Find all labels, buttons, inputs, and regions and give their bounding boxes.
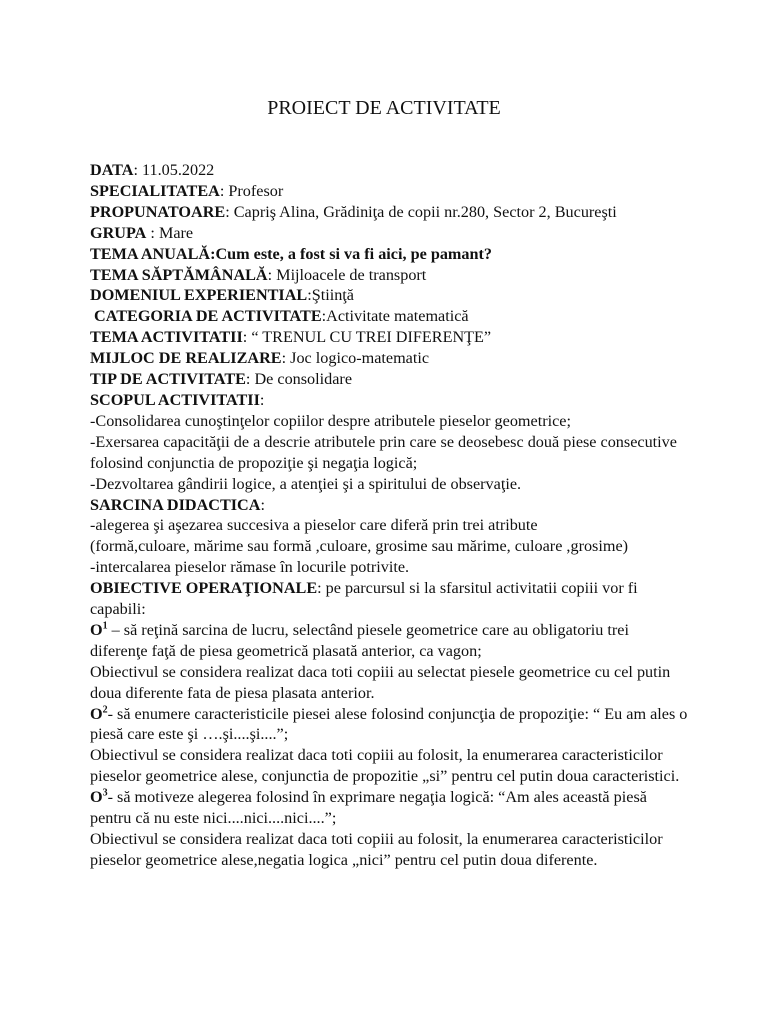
objective-number: 3 xyxy=(102,787,108,799)
field-mijloc xyxy=(90,348,690,369)
field-categoria xyxy=(90,306,690,327)
list-item: -Exersarea capacităţii de a descrie atributele prin care se deosebesc două piese consecutive folosind conjunctia de propoziţie şi negaţia logică; xyxy=(90,432,677,472)
objective-prefix: O xyxy=(90,788,103,807)
objective-criterion: Obiectivul se considera realizat daca toti copiii au selectat piesele geometrice cu cel putin doua diferente fata de piesa plasata anterior. xyxy=(90,662,671,702)
section-colon: : xyxy=(259,390,265,409)
objective-item xyxy=(90,620,690,662)
field-value: :Activitate matematică xyxy=(321,307,469,326)
field-value: :Ştiinţă xyxy=(307,286,354,305)
field-value: : Profesor xyxy=(219,181,284,200)
field-label: SPECIALITATEA xyxy=(90,181,220,200)
field-label: TEMA ACTIVITATII xyxy=(90,328,243,347)
field-propunatoare xyxy=(90,202,690,223)
field-specialitatea xyxy=(90,181,690,202)
objective-item xyxy=(90,704,690,746)
objective-number: 1 xyxy=(102,620,108,632)
section-label: SCOPUL ACTIVITATII xyxy=(90,390,260,409)
section-colon: : xyxy=(260,495,265,514)
field-label: DATA xyxy=(90,161,134,179)
list-item: -alegerea şi aşezarea succesiva a pieselor care diferă prin trei atribute xyxy=(90,516,538,535)
field-value: : “ TRENUL CU TREI DIFERENŢE” xyxy=(242,328,492,347)
field-value: : Joc logico-matematic xyxy=(281,349,430,368)
field-grupa xyxy=(90,223,690,244)
field-tema-saptamanala xyxy=(90,265,690,286)
objective-text: - să enumere caracteristicile piesei alese folosind conjuncţia de propoziţie: “ Eu am ales o piesă care este şi ….şi....şi....”; xyxy=(90,704,688,744)
field-tip xyxy=(90,369,690,390)
objective-criterion: Obiectivul se considera realizat daca toti copiii au folosit, la enumerarea caracteristicilor pieselor geometrice alese,negatia logica „nici” pentru cel putin doua diferente. xyxy=(90,830,663,869)
field-data xyxy=(90,160,690,181)
section-label: OBIECTIVE OPERAŢIONALE xyxy=(90,579,318,598)
field-label: TEMA ANUALĂ:Cum este, a fost si va fi aici, pe pamant? xyxy=(90,244,492,263)
objective-number: 2 xyxy=(102,704,108,716)
field-label: PROPUNATOARE xyxy=(90,202,226,221)
field-tema-anuala xyxy=(90,244,690,265)
list-item: -intercalarea pieselor rămase în locurile potrivite. xyxy=(90,558,410,577)
objective-criterion: Obiectivul se considera realizat daca toti copiii au folosit, la enumerarea caracteristicilor pieselor geometrice alese, conjunctia de propozitie „si” pentru cel putin doua caracteristici. xyxy=(90,746,680,786)
field-value: : Mare xyxy=(146,223,194,242)
section-obiective-heading xyxy=(90,578,690,620)
field-label: CATEGORIA DE ACTIVITATE xyxy=(94,307,322,326)
document-body xyxy=(90,160,690,871)
field-domeniul xyxy=(90,285,690,306)
field-label: TEMA SĂPTĂMÂNALĂ xyxy=(90,265,268,284)
field-tema-activitatii xyxy=(90,327,690,348)
objective-item xyxy=(90,787,690,829)
field-label: MIJLOC DE REALIZARE xyxy=(90,349,282,368)
section-sarcina-heading xyxy=(90,495,690,516)
list-item: -Dezvoltarea gândirii logice, a atenţiei şi a spiritului de observaţie. xyxy=(90,474,522,493)
objective-text: – să reţină sarcina de lucru, selectând piesele geometrice care au obligatoriu trei diferenţe faţă de piesa geometrică plasată anterior, ca vagon; xyxy=(90,620,629,660)
list-item: -Consolidarea cunoştinţelor copiilor despre atributele pieselor geometrice; xyxy=(90,411,571,430)
section-scopul-heading xyxy=(90,390,690,411)
section-intro: : pe parcursul si la sfarsitul activitatii copiii vor fi capabili: xyxy=(90,579,638,619)
field-label: DOMENIUL EXPERIENTIAL xyxy=(90,286,308,305)
field-label: GRUPA xyxy=(90,223,147,242)
field-value: : 11.05.2022 xyxy=(133,161,215,179)
list-item: (formă,culoare, mărime sau formă ,culoare, grosime sau mărime, culoare ,grosime) xyxy=(90,537,629,556)
field-label: TIP DE ACTIVITATE xyxy=(90,370,246,389)
field-value: : Capriş Alina, Grădiniţa de copii nr.280, Sector 2, Bucureşti xyxy=(225,202,617,221)
objective-text: - să motiveze alegerea folosind în exprimare negaţia logică: “Am ales această piesă pentru că nu este nici....nici....nici....”; xyxy=(90,788,647,828)
field-value: : Mijloacele de transport xyxy=(267,265,427,284)
field-value: : De consolidare xyxy=(245,370,353,389)
document-title: PROIECT DE ACTIVITATE xyxy=(267,97,501,119)
objective-prefix: O xyxy=(90,620,103,639)
section-label: SARCINA DIDACTICA xyxy=(90,495,261,514)
objective-prefix: O xyxy=(90,704,103,723)
